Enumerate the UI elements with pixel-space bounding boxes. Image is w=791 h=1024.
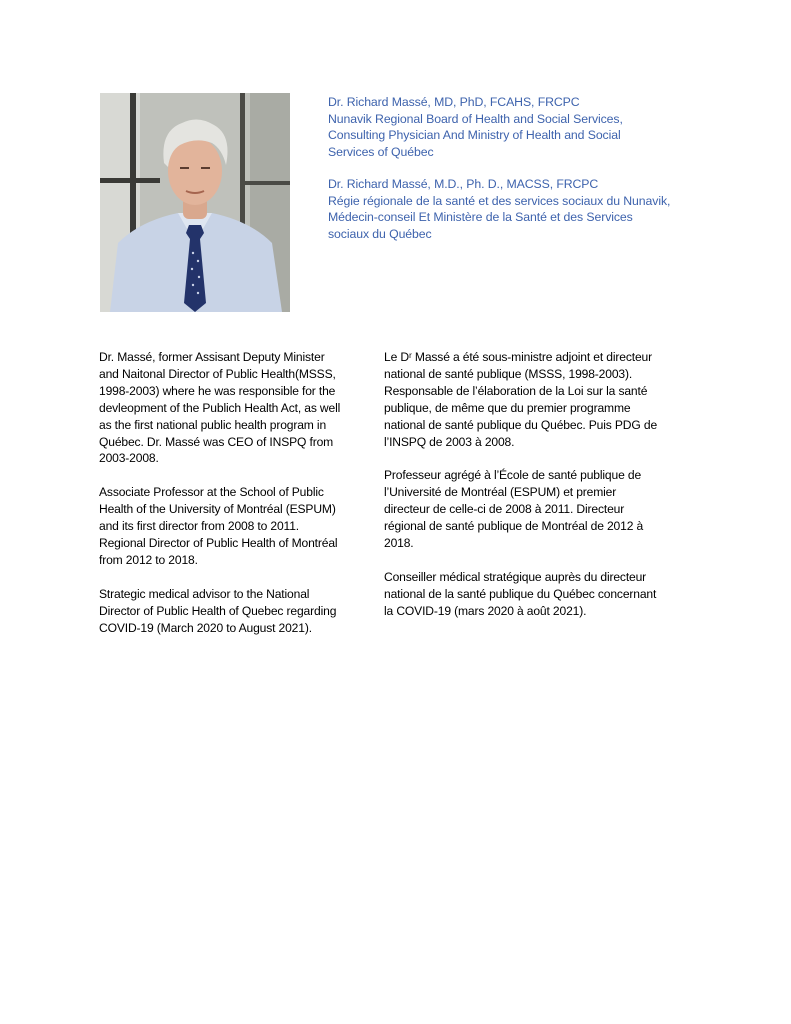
bio-line: régional de santé publique de Montréal de 2012 à: [384, 519, 644, 534]
bio-line: 1998-2003) where he was responsible for the: [99, 383, 336, 398]
bio-line: directeur de celle-ci de 2008 à 2011. Directeur: [384, 502, 625, 517]
bio-paragraph: [99, 484, 374, 569]
english-credentials: [328, 94, 728, 160]
bio-line: Strategic medical advisor to the National: [99, 586, 310, 601]
bio-paragraph: [99, 586, 374, 637]
french-credentials: [328, 176, 728, 242]
bio-line: as the first national public health program in: [99, 417, 327, 432]
bio-line: devleopment of the Publich Health Act, as well: [99, 400, 341, 415]
bio-line: from 2012 to 2018.: [99, 552, 198, 567]
english-title-line: Nunavik Regional Board of Health and Social Services,: [328, 111, 623, 126]
bio-line: Professeur agrégé à l’École de santé publique de: [384, 468, 642, 483]
bio-line: l’INSPQ de 2003 à 2008.: [384, 434, 515, 449]
french-biography: [384, 349, 694, 620]
bio-line: and its first director from 2008 to 2011.: [99, 519, 299, 534]
bio-line: national de santé publique du Québec. Puis PDG de: [384, 417, 658, 432]
bio-paragraph: [384, 349, 694, 450]
bio-line: Associate Professor at the School of Public: [99, 485, 324, 500]
bio-line: Conseiller médical stratégique auprès du directeur: [384, 569, 647, 584]
portrait-photo: [100, 93, 290, 312]
bio-line: publique, de même que du premier programme: [384, 400, 631, 415]
bio-line: national de la santé publique du Québec concernant: [384, 586, 657, 601]
french-title-line: Médecin-conseil Et Ministère de la Santé et des Services: [328, 210, 633, 224]
bio-line: and Naitonal Director of Public Health(MSSS,: [99, 366, 336, 381]
french-title-line: sociaux du Québec: [328, 226, 432, 241]
bio-line: Responsable de l’élaboration de la Loi sur la santé: [384, 383, 648, 398]
bio-line: Health of the University of Montréal (ESPUM): [99, 502, 336, 517]
bio-line: COVID-19 (March 2020 to August 2021).: [99, 620, 312, 635]
english-title-line: Consulting Physician And Ministry of Health and Social: [328, 128, 621, 142]
bio-line: Director of Public Health of Quebec regarding: [99, 603, 337, 618]
bio-paragraph: [99, 349, 374, 467]
bio-line: 2003-2008.: [99, 451, 159, 466]
bio-line: Dr. Massé, former Assisant Deputy Minister: [99, 350, 325, 364]
bio-line: la COVID-19 (mars 2020 à août 2021).: [384, 603, 587, 618]
bio-line: national de santé publique (MSSS, 1998-2003).: [384, 366, 633, 381]
french-title-line: Régie régionale de la santé et des services sociaux du Nunavik,: [328, 193, 671, 208]
bio-line: 2018.: [384, 536, 414, 551]
english-biography: [99, 349, 374, 637]
bio-paragraph: [384, 467, 694, 552]
english-name-line: Dr. Richard Massé, MD, PhD, FCAHS, FRCPC: [328, 95, 580, 109]
name-and-titles: [328, 94, 728, 242]
bio-line: Le Dʳ Massé a été sous-ministre adjoint et directeur: [384, 350, 653, 364]
bio-paragraph: [384, 569, 694, 620]
bio-line: Regional Director of Public Health of Montréal: [99, 536, 338, 551]
french-name-line: Dr. Richard Massé, M.D., Ph. D., MACSS, FRCPC: [328, 177, 599, 191]
english-title-line: Services of Québec: [328, 144, 434, 159]
bio-line: Québec. Dr. Massé was CEO of INSPQ from: [99, 434, 334, 449]
bio-line: l’Université de Montréal (ESPUM) et premier: [384, 485, 617, 500]
